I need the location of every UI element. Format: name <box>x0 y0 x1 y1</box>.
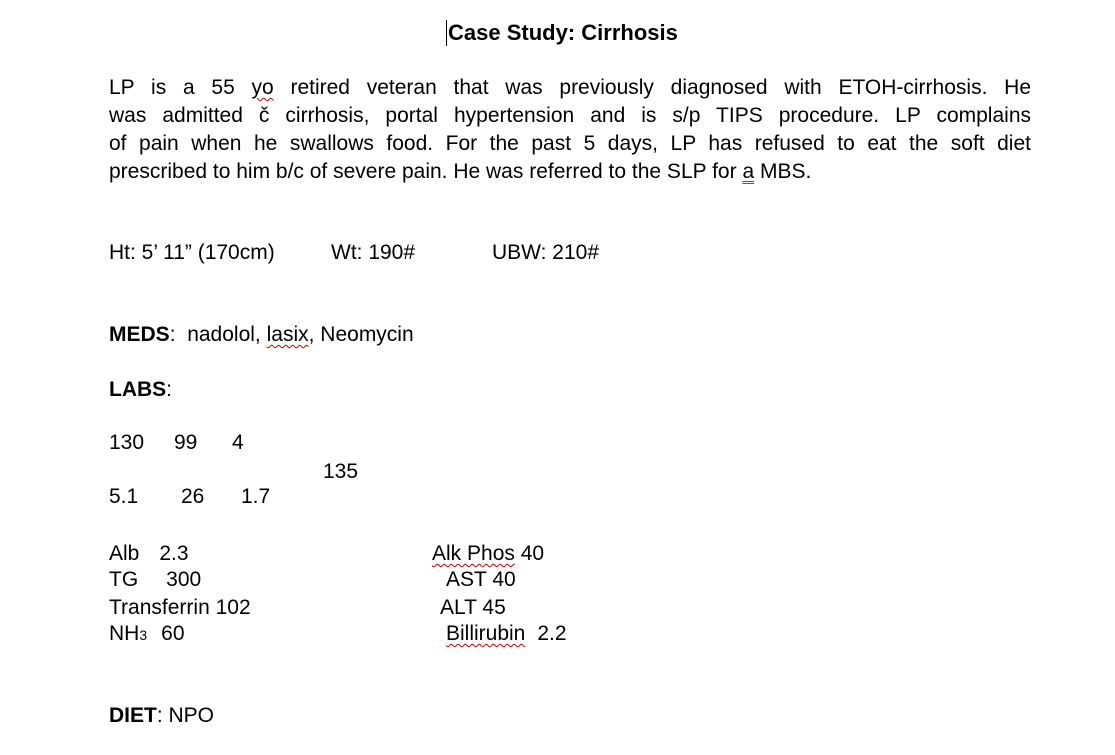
lab-value-cr: 1.7 <box>241 485 271 508</box>
lab-alk-phos: Alk Phos 40 <box>432 542 545 565</box>
spellcheck-word[interactable]: Billirubin <box>446 622 526 645</box>
grammar-check-word[interactable]: a <box>742 160 755 183</box>
weight-measure: Wt: 190# <box>331 241 416 264</box>
spellcheck-word[interactable]: lasix <box>266 323 309 346</box>
meds-label: MEDS <box>109 323 170 346</box>
lab-bilirubin: Billirubin 2.2 <box>446 622 567 645</box>
diet-label: DIET <box>109 704 157 727</box>
spellcheck-word[interactable]: Alk Phos <box>432 542 515 565</box>
meds-line: MEDS: nadolol, lasix, Neomycin <box>109 323 414 346</box>
lab-alt: ALT 45 <box>440 596 506 619</box>
lab-value-na: 130 <box>109 431 145 454</box>
paragraph-line: prescribed to him b/c of severe pain. He was referred to the SLP for a MBS. <box>109 160 812 183</box>
lab-value-glucose: 135 <box>323 460 359 483</box>
height-measure: Ht: 5’ 11” (170cm) <box>109 241 275 264</box>
text-cursor <box>446 20 447 46</box>
lab-ast: AST 40 <box>446 568 516 591</box>
ubw-measure: UBW: 210# <box>492 241 599 264</box>
case-paragraph <box>109 74 1031 186</box>
labs-heading: LABS: <box>109 378 173 401</box>
diet-line: DIET: NPO <box>109 704 215 727</box>
paragraph-line: LP is a 55 yo retired veteran that was previously diagnosed with ETOH-cirrhosis. He <box>109 76 1031 99</box>
lab-value-k: 5.1 <box>109 485 139 508</box>
lab-alb: Alb 2.3 <box>109 542 189 565</box>
lab-value-bun: 4 <box>232 431 244 454</box>
paragraph-line: was admitted č cirrhosis, portal hypertension and is s/p TIPS procedure. LP complains <box>109 104 1031 127</box>
page-title: Case Study: Cirrhosis <box>448 20 678 45</box>
lab-value-cl: 99 <box>174 431 198 454</box>
paragraph-line: of pain when he swallows food. For the past 5 days, LP has refused to eat the soft diet <box>109 132 1031 155</box>
lab-transferrin: Transferrin 102 <box>109 596 251 619</box>
lab-value-co2: 26 <box>181 485 205 508</box>
lab-tg: TG 300 <box>109 568 202 591</box>
lab-nh3: NH3 60 <box>109 622 185 645</box>
spellcheck-word[interactable]: yo <box>251 76 274 99</box>
labs-label: LABS <box>109 378 167 401</box>
